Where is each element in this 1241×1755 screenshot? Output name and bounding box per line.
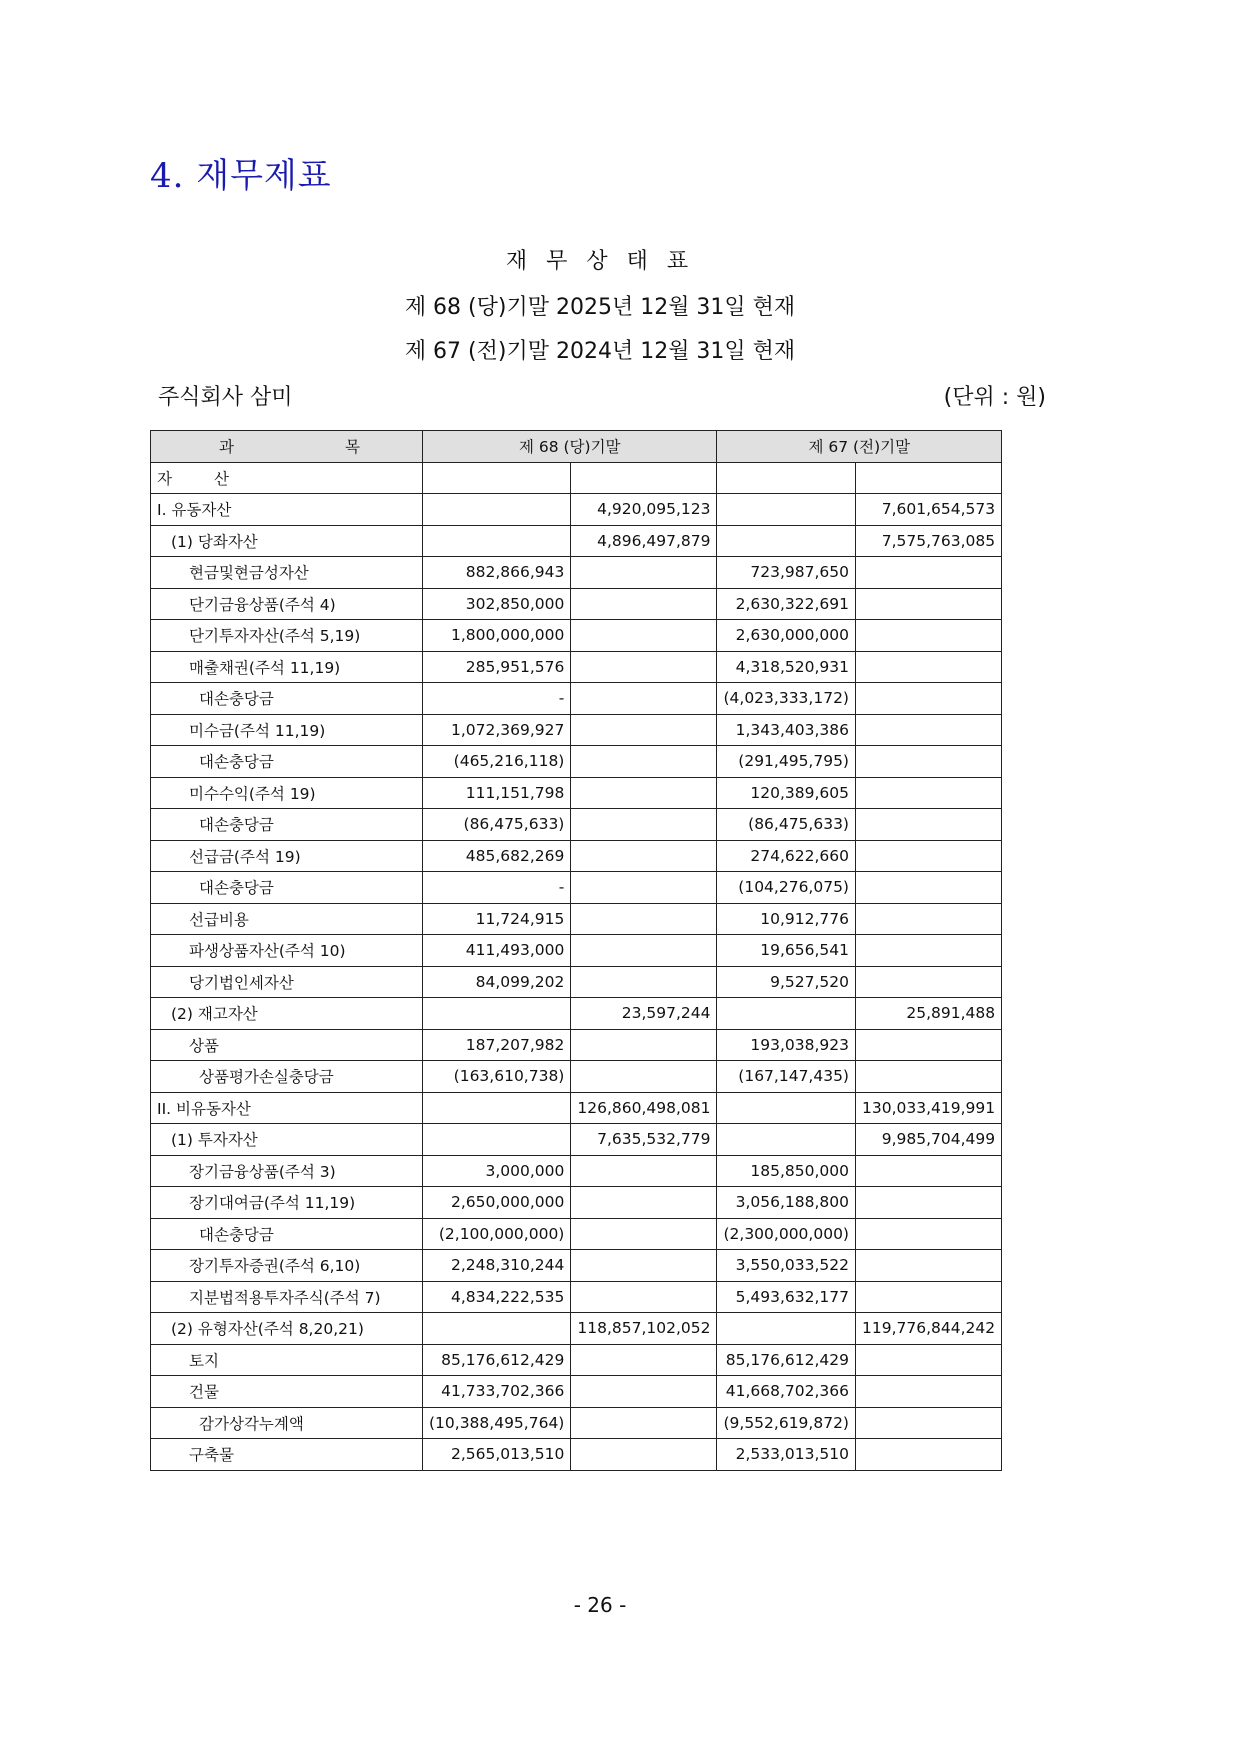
table-row	[151, 683, 1002, 715]
empty-cell	[571, 462, 717, 494]
current-total-amount: 4,920,095,123	[571, 494, 717, 526]
table-row	[151, 1092, 1002, 1124]
current-detail-amount: (10,388,495,764)	[423, 1407, 571, 1439]
prior-detail-amount: 41,668,702,366	[717, 1376, 856, 1408]
prior-total-amount	[855, 620, 1001, 652]
current-total-amount	[571, 872, 717, 904]
table-row	[151, 1029, 1002, 1061]
table-row	[151, 1187, 1002, 1219]
current-total-amount	[571, 557, 717, 589]
account-name: 건물	[151, 1376, 423, 1408]
current-detail-amount	[423, 1092, 571, 1124]
current-total-amount	[571, 1344, 717, 1376]
current-total-amount: 23,597,244	[571, 998, 717, 1030]
prior-detail-amount	[717, 1124, 856, 1156]
current-total-amount	[571, 1187, 717, 1219]
unit-label: (단위 : 원)	[943, 385, 1046, 410]
current-detail-amount	[423, 1313, 571, 1345]
current-detail-amount: 1,072,369,927	[423, 714, 571, 746]
section-title: 4. 재무제표	[150, 156, 332, 196]
table-row	[151, 746, 1002, 778]
table-row	[151, 588, 1002, 620]
prior-detail-amount	[717, 998, 856, 1030]
current-detail-amount: 187,207,982	[423, 1029, 571, 1061]
account-name: 단기투자자산(주석 5,19)	[151, 620, 423, 652]
current-detail-amount: -	[423, 683, 571, 715]
prior-detail-amount: (4,023,333,172)	[717, 683, 856, 715]
current-detail-amount	[423, 525, 571, 557]
current-detail-amount	[423, 494, 571, 526]
prior-total-amount	[855, 1187, 1001, 1219]
empty-cell	[423, 462, 571, 494]
account-name: 미수금(주석 11,19)	[151, 714, 423, 746]
prior-total-amount	[855, 1281, 1001, 1313]
account-name: II. 비유동자산	[151, 1092, 423, 1124]
account-name: (2) 재고자산	[151, 998, 423, 1030]
current-detail-amount: (163,610,738)	[423, 1061, 571, 1093]
prior-total-amount: 119,776,844,242	[855, 1313, 1001, 1345]
prior-total-amount	[855, 966, 1001, 998]
current-total-amount	[571, 809, 717, 841]
prior-total-amount	[855, 1029, 1001, 1061]
table-row	[151, 935, 1002, 967]
balance-sheet-table	[150, 430, 1002, 1471]
prior-total-amount	[855, 1218, 1001, 1250]
account-name: 대손충당금	[151, 746, 423, 778]
current-detail-amount: 85,176,612,429	[423, 1344, 571, 1376]
prior-total-amount	[855, 935, 1001, 967]
prior-total-amount	[855, 1344, 1001, 1376]
current-detail-amount: 4,834,222,535	[423, 1281, 571, 1313]
current-total-amount	[571, 1281, 717, 1313]
prior-detail-amount: 193,038,923	[717, 1029, 856, 1061]
table-row	[151, 1155, 1002, 1187]
table-row	[151, 1124, 1002, 1156]
prior-detail-amount: 10,912,776	[717, 903, 856, 935]
prior-total-amount	[855, 557, 1001, 589]
prior-detail-amount: 2,630,322,691	[717, 588, 856, 620]
account-name: (1) 당좌자산	[151, 525, 423, 557]
prior-total-amount	[855, 1155, 1001, 1187]
table-row	[151, 966, 1002, 998]
prior-detail-amount: 120,389,605	[717, 777, 856, 809]
current-detail-amount: 111,151,798	[423, 777, 571, 809]
account-name: (2) 유형자산(주석 8,20,21)	[151, 1313, 423, 1345]
current-detail-amount	[423, 1124, 571, 1156]
table-row	[151, 1407, 1002, 1439]
header-current-period: 제 68 (당)기말	[423, 431, 717, 463]
prior-detail-amount: 9,527,520	[717, 966, 856, 998]
table-row	[151, 1061, 1002, 1093]
current-detail-amount: 11,724,915	[423, 903, 571, 935]
account-name: 선급금(주석 19)	[151, 840, 423, 872]
table-row	[151, 494, 1002, 526]
account-name: 대손충당금	[151, 809, 423, 841]
current-detail-amount: 285,951,576	[423, 651, 571, 683]
table-row	[151, 620, 1002, 652]
current-detail-amount: -	[423, 872, 571, 904]
period-current: 제 68 (당)기말 2025년 12월 31일 현재	[404, 295, 796, 320]
prior-total-amount: 25,891,488	[855, 998, 1001, 1030]
prior-detail-amount: 85,176,612,429	[717, 1344, 856, 1376]
current-detail-amount: 2,650,000,000	[423, 1187, 571, 1219]
current-total-amount: 7,635,532,779	[571, 1124, 717, 1156]
account-name: 매출채권(주석 11,19)	[151, 651, 423, 683]
prior-total-amount: 130,033,419,991	[855, 1092, 1001, 1124]
empty-cell	[855, 462, 1001, 494]
table-row	[151, 651, 1002, 683]
account-name: 대손충당금	[151, 872, 423, 904]
prior-detail-amount: 2,630,000,000	[717, 620, 856, 652]
account-name: 미수수익(주석 19)	[151, 777, 423, 809]
account-name: 장기투자증권(주석 6,10)	[151, 1250, 423, 1282]
prior-detail-amount: 19,656,541	[717, 935, 856, 967]
prior-total-amount	[855, 1250, 1001, 1282]
current-detail-amount: 84,099,202	[423, 966, 571, 998]
account-name: 토지	[151, 1344, 423, 1376]
current-total-amount	[571, 840, 717, 872]
current-total-amount: 4,896,497,879	[571, 525, 717, 557]
document-title: 재 무 상 태 표	[505, 249, 695, 274]
current-detail-amount: 3,000,000	[423, 1155, 571, 1187]
current-detail-amount: 411,493,000	[423, 935, 571, 967]
prior-detail-amount: 3,550,033,522	[717, 1250, 856, 1282]
prior-total-amount	[855, 1376, 1001, 1408]
prior-detail-amount: 185,850,000	[717, 1155, 856, 1187]
prior-total-amount	[855, 714, 1001, 746]
prior-detail-amount: (9,552,619,872)	[717, 1407, 856, 1439]
current-detail-amount: 485,682,269	[423, 840, 571, 872]
current-total-amount	[571, 1218, 717, 1250]
prior-total-amount	[855, 777, 1001, 809]
asset-heading-row	[151, 462, 1002, 494]
header-subject	[151, 431, 423, 463]
prior-detail-amount: (167,147,435)	[717, 1061, 856, 1093]
current-detail-amount: (465,216,118)	[423, 746, 571, 778]
current-detail-amount: (2,100,000,000)	[423, 1218, 571, 1250]
table-row	[151, 1376, 1002, 1408]
prior-total-amount	[855, 809, 1001, 841]
current-total-amount	[571, 1376, 717, 1408]
current-total-amount	[571, 777, 717, 809]
prior-detail-amount: 5,493,632,177	[717, 1281, 856, 1313]
table-row	[151, 903, 1002, 935]
current-total-amount	[571, 903, 717, 935]
prior-detail-amount	[717, 1092, 856, 1124]
current-detail-amount	[423, 998, 571, 1030]
table-row	[151, 840, 1002, 872]
prior-total-amount	[855, 1061, 1001, 1093]
account-name: 당기법인세자산	[151, 966, 423, 998]
account-name: 현금및현금성자산	[151, 557, 423, 589]
account-name: 단기금융상품(주석 4)	[151, 588, 423, 620]
prior-detail-amount	[717, 525, 856, 557]
table-row	[151, 1218, 1002, 1250]
prior-total-amount: 7,601,654,573	[855, 494, 1001, 526]
table-row	[151, 872, 1002, 904]
current-total-amount	[571, 935, 717, 967]
table-row	[151, 557, 1002, 589]
prior-total-amount	[855, 903, 1001, 935]
current-total-amount	[571, 620, 717, 652]
prior-total-amount	[855, 840, 1001, 872]
current-detail-amount: 2,248,310,244	[423, 1250, 571, 1282]
prior-detail-amount	[717, 494, 856, 526]
asset-heading-right: 산	[213, 469, 229, 488]
current-total-amount	[571, 651, 717, 683]
header-prior-period: 제 67 (전)기말	[717, 431, 1002, 463]
table-row	[151, 1313, 1002, 1345]
current-detail-amount: 882,866,943	[423, 557, 571, 589]
table-row	[151, 1344, 1002, 1376]
prior-total-amount	[855, 746, 1001, 778]
current-detail-amount: 41,733,702,366	[423, 1376, 571, 1408]
prior-detail-amount: 723,987,650	[717, 557, 856, 589]
account-name: 파생상품자산(주석 10)	[151, 935, 423, 967]
current-total-amount	[571, 683, 717, 715]
prior-detail-amount: (2,300,000,000)	[717, 1218, 856, 1250]
prior-detail-amount: 1,343,403,386	[717, 714, 856, 746]
account-name: 상품	[151, 1029, 423, 1061]
account-name: 상품평가손실충당금	[151, 1061, 423, 1093]
current-total-amount	[571, 1155, 717, 1187]
asset-heading-left: 자	[157, 469, 172, 488]
header-subject-right: 목	[345, 438, 360, 457]
table-row	[151, 809, 1002, 841]
prior-total-amount	[855, 683, 1001, 715]
table-row	[151, 777, 1002, 809]
account-name: 장기대여금(주석 11,19)	[151, 1187, 423, 1219]
prior-detail-amount: (104,276,075)	[717, 872, 856, 904]
current-total-amount: 126,860,498,081	[571, 1092, 717, 1124]
account-name: I. 유동자산	[151, 494, 423, 526]
company-name: 주식회사 삼미	[158, 385, 293, 410]
table-header-row	[151, 431, 1002, 463]
current-total-amount	[571, 746, 717, 778]
current-total-amount	[571, 1407, 717, 1439]
account-name: 대손충당금	[151, 1218, 423, 1250]
current-total-amount	[571, 1061, 717, 1093]
account-name: 구축물	[151, 1439, 423, 1471]
current-detail-amount: 1,800,000,000	[423, 620, 571, 652]
table-row	[151, 1281, 1002, 1313]
prior-total-amount	[855, 872, 1001, 904]
prior-total-amount: 7,575,763,085	[855, 525, 1001, 557]
header-subject-left: 과	[219, 438, 234, 457]
account-name: 장기금융상품(주석 3)	[151, 1155, 423, 1187]
account-name: 선급비용	[151, 903, 423, 935]
table-row	[151, 1250, 1002, 1282]
prior-total-amount	[855, 651, 1001, 683]
prior-total-amount	[855, 1439, 1001, 1471]
current-detail-amount: 302,850,000	[423, 588, 571, 620]
prior-total-amount	[855, 1407, 1001, 1439]
prior-detail-amount: 274,622,660	[717, 840, 856, 872]
current-detail-amount: (86,475,633)	[423, 809, 571, 841]
prior-total-amount	[855, 588, 1001, 620]
current-detail-amount: 2,565,013,510	[423, 1439, 571, 1471]
current-total-amount	[571, 1029, 717, 1061]
current-total-amount: 118,857,102,052	[571, 1313, 717, 1345]
prior-detail-amount: 3,056,188,800	[717, 1187, 856, 1219]
table-row	[151, 998, 1002, 1030]
table-row	[151, 1439, 1002, 1471]
prior-total-amount: 9,985,704,499	[855, 1124, 1001, 1156]
empty-cell	[717, 462, 856, 494]
asset-heading	[151, 462, 423, 494]
table-row	[151, 525, 1002, 557]
account-name: 대손충당금	[151, 683, 423, 715]
prior-detail-amount: 4,318,520,931	[717, 651, 856, 683]
current-total-amount	[571, 966, 717, 998]
prior-detail-amount	[717, 1313, 856, 1345]
prior-detail-amount: (86,475,633)	[717, 809, 856, 841]
account-name: (1) 투자자산	[151, 1124, 423, 1156]
table-row	[151, 714, 1002, 746]
account-name: 지분법적용투자주식(주석 7)	[151, 1281, 423, 1313]
current-total-amount	[571, 1439, 717, 1471]
page-number: - 26 -	[573, 1593, 627, 1617]
prior-detail-amount: (291,495,795)	[717, 746, 856, 778]
current-total-amount	[571, 1250, 717, 1282]
period-prior: 제 67 (전)기말 2024년 12월 31일 현재	[404, 339, 796, 364]
prior-detail-amount: 2,533,013,510	[717, 1439, 856, 1471]
current-total-amount	[571, 714, 717, 746]
current-total-amount	[571, 588, 717, 620]
account-name: 감가상각누계액	[151, 1407, 423, 1439]
